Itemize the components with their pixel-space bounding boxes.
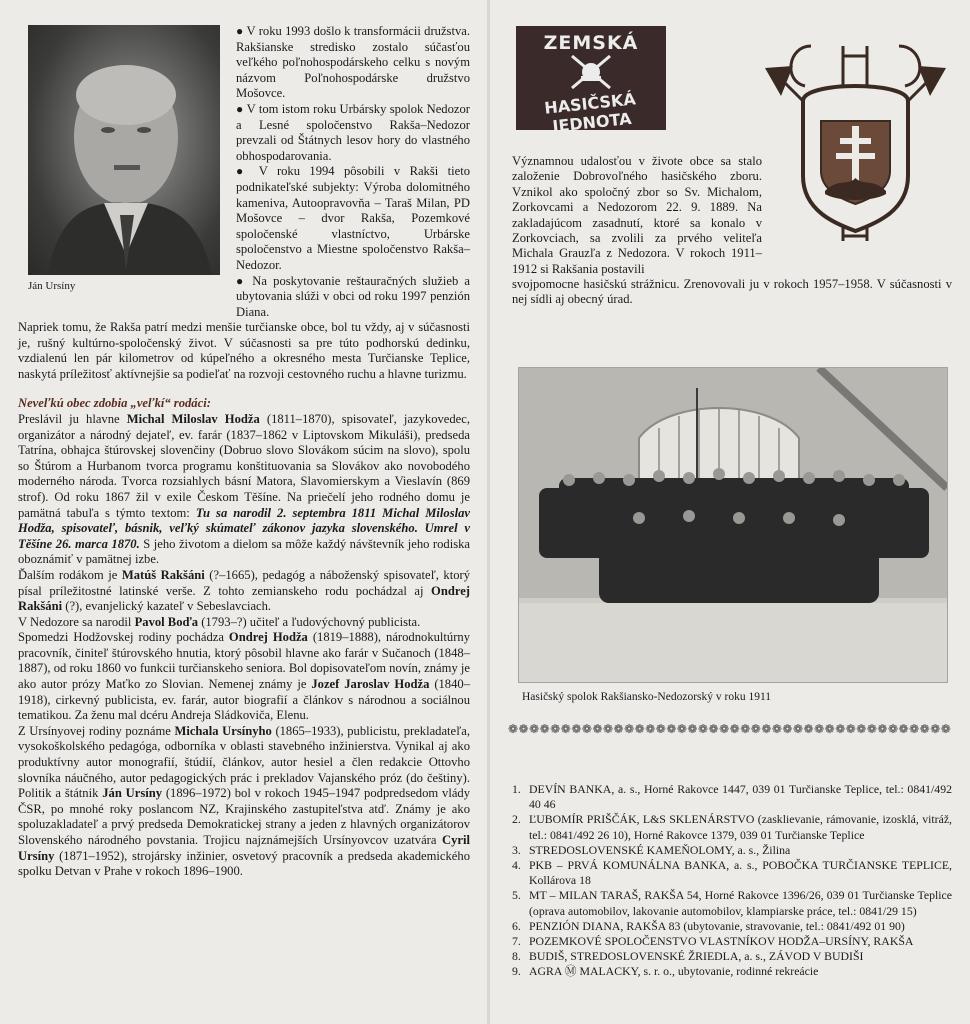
sponsor-list xyxy=(512,782,952,980)
list-item: 8. BUDIŠ, STREDOSLOVENSKÉ ŽRIEDLA, a. s., ZÁVOD V BUDIŠI xyxy=(512,949,864,964)
list-item: 7. POZEMKOVÉ SPOLOČENSTVO VLASTNÍKOV HODŽA–URSÍNY, RAKŠA xyxy=(512,934,914,949)
list-item: 3. STREDOSLOVENSKÉ KAMEŇOLOMY, a. s., Žilina xyxy=(512,842,791,857)
hodza-family-paragraph: Spomedzi Hodžovskej rodiny pochádza Ondrej Hodža (1819–1888), národnokultúrny pracovník, činiteľ štúrovského hnutia, ktorý pôsobil hlavne ako farár v Sučanoch (1848–1887), od roku 1860 vo funkcii turčianskeho seniora. Bol dopisovateľom novín, známy je ako autor prózy Maťko zo Slovian. Nemenej známy je Jozef Jaroslav Hodža (1840–1918), cirkevný publicista, ev. farár, autor biografií a článkov s národnou a sociálnou tematikou. Za ženu mal dcéru Andreja Sládkoviča, Elenu. xyxy=(18,630,470,723)
ornament-divider: ❁❁❁❁❁❁❁❁❁❁❁❁❁❁❁❁❁❁❁❁❁❁❁❁❁❁❁❁❁❁❁❁❁❁❁❁❁❁❁❁❁❁ xyxy=(508,722,952,736)
notables-heading: Neveľkú obec zdobia „veľkí“ rodáci: xyxy=(18,396,211,411)
emblem-top-text: ZEMSKÁ xyxy=(543,32,639,54)
hodza-paragraph: Preslávil ju hlavne Michal Miloslav Hodža (1811–1870), spisovateľ, jazykovedec, organizátor a národný dejateľ, ev. farár (1837–1862 v Liptovskom Mikuláši), predseda Tatrína, obhajca štúrovskej slovenčiny (Dobruo slovo Slovákom súcim na slovo), spolu so Štúrom a Hurbanom tvorca programu konštituovania sa Slovákov ako novobodého moderného národa. Tvorca rozsiahlych básní Matora, Slavomierskym a Vieslavín (869 strof). Od roku 1867 žil v exile Českom Těšíne. Na priečelí jeho rodného domu je pamätná tabuľa s týmto textom: Tu sa narodil 2. septembra 1811 Michal Miloslav Hodža, spisovateľ, básnik, veľký skúmateľ zákonov jazyka slovenského. Umrel v Těšíne 26. marca 1870. S jeho životom a dielom sa môže každý návštevník jeho rodiska oboznámiť v pamätnej izbe. xyxy=(18,411,471,567)
crossed-axes-helmet-icon xyxy=(566,52,616,92)
page-fold xyxy=(487,0,490,1024)
bullet-icon: ● xyxy=(236,101,247,116)
fire-brigade-crest-icon xyxy=(763,26,948,256)
bullet-icon: ● xyxy=(236,164,259,179)
list-item: 5. MT – MILAN TARAŠ, RAKŠA 54, Horné Rakovce 1396/26, 039 01 Turčianske Teplice (oprava automobilov, lakovanie automobilov, klampiarske práce, tel.: 0841/29 15) xyxy=(512,888,952,918)
bullet-item: ● V roku 1994 pôsobili v Rakši tieto podnikateľské subjekty: Výroba dolomitného kameniva, Autoopravovňa – Taraš Milan, PD Mošovce – dvor Rakša, Pozemkové spoločenské vlastníctvo, Urbárske spoločenstvo a Miestne spoločenstvo Rakša–Nedozor. xyxy=(236,164,471,272)
bullet-list xyxy=(236,24,470,320)
raksani-paragraph: Ďalším rodákom je Matúš Rakšáni (?–1665), pedagóg a náboženský spisovateľ, ktorý písal príležitostné latinské verše. Z tohto zemianskeho rodu pochádzal aj Ondrej Rakšáni (?), evanjelický kazateľ v Sebeslavciach. xyxy=(18,567,470,614)
emblem-bottom-text: HASIČSKÁ JEDNOTA xyxy=(543,89,637,137)
plaque-text: Tu sa narodil 2. septembra 1811 Michal Miloslav Hodža, spisovateľ, básnik, veľký skúmateľ zákonov jazyka slovenského. Umrel v Těšíne 26. marca 1870. xyxy=(18,505,470,551)
portrait-caption: Ján Ursíny xyxy=(28,280,76,292)
list-item: 2. ĽUBOMÍR PRIŠČÁK, L&S SKLENÁRSTVO (zasklievanie, rámovanie, izosklá, vitráž, tel.: 0841/492 26 10), Horné Rakovce 1379, 039 01 Turčianske Teplice xyxy=(512,812,952,842)
boda-paragraph: V Nedozore sa narodil Pavol Boďa (1793–?) učiteľ a ľudovýchovný publicista. xyxy=(18,614,421,629)
bullet-icon: ● xyxy=(236,273,253,288)
portrait-photo xyxy=(28,25,220,275)
list-item: 4. PKB – PRVÁ KOMUNÁLNA BANKA, a. s., POBOČKA TURČIANSKE TEPLICE, Kollárova 18 xyxy=(512,858,952,888)
bullet-item: ● Na poskytovanie reštauračných služieb a ubytovania slúži v obci od roku 1997 penzión Diana. xyxy=(236,273,471,319)
fire-brigade-group-photo xyxy=(518,367,948,683)
ursiny-paragraph: Z Ursínyovej rodiny poznáme Michala Ursínyho (1865–1933), publicistu, prekladateľa, vysokoškolského pedagóga, odborníka v oblasti stavebného inžinierstva. Vynikal aj ako produktívny autor monografií, štúdií, článkov, autor hesiel a člen redakcie Ottovho slovníka náučného, autor pedagogických prác i prekladov Vajanského próz (do češtiny). Politik a štátnik Ján Ursíny (1896–1972) bol v rokoch 1945–1947 podpredsedom vlády ČSR, po mnohé roky poslancom NZ, Krajinského zastupiteľstva atď. Známy je ako spoluzakladateľ a prvý predseda Demokratickej strany a jeden z hlavných organizátorov Slovenského národného povstania. Trojicu najznámejších Ursínyovcov uzatvára Cyril Ursíny (1871–1952), strojársky inžinier, osvetový pracovník a predseda akademického spolku Detvan v Prahe v rokoch 1896–1900. xyxy=(18,723,470,879)
bullet-item: ● V roku 1993 došlo k transformácii družstva. Rakšianske stredisko zostalo súčasťou veľkého poľnohospodárskeho celku s novým názvom Poľnohospodárske družstvo Mošovce. xyxy=(236,24,470,101)
list-item: 6. PENZIÓN DIANA, RAKŠA 83 (ubytovanie, stravovanie, tel.: 0841/492 01 90) xyxy=(512,918,905,933)
list-item: 1. DEVÍN BANKA, a. s., Horné Rakovce 1447, 039 01 Turčianske Teplice, tel.: 0841/492 40 46 xyxy=(512,782,952,812)
bullet-item: ● V tom istom roku Urbársky spolok Nedozor a Lesné spoločenstvo Rakša–Nedozor prevzali od Štátnych lesov hory do vlastného obhospodarovania. xyxy=(236,101,470,163)
fire-brigade-emblem xyxy=(516,26,666,137)
bullet-icon: ● xyxy=(236,24,247,38)
photo-caption: Hasičský spolok Rakšiansko-Nedozorský v roku 1911 xyxy=(522,691,772,703)
notables-text xyxy=(18,320,470,880)
list-item: 9. AGRA Ⓜ MALACKY, s. r. o., ubytovanie, rodinné rekreácie xyxy=(512,964,819,979)
history-text-narrow: Významnou udalosťou v živote obce sa stalo založenie Dobrovoľného hasičského zboru. Vznikol ako spoločný zbor so Sv. Michalom, Zorkovcami a Nedozorom 22. 9. 1889. Na zakladajúcom zasadnutí, ktoré sa konalo v Zorkovciach, sa zvolili za prvého veliteľa Michala Grauzľa z Nedozora. V rokoch 1911–1912 si Rakšania postavili xyxy=(512,154,762,276)
intro-paragraph: Napriek tomu, že Rakša patrí medzi menšie turčianske obce, bol tu vždy, aj v súčasnosti je, rušný kultúrno-spoločenský život. V súčasnosti sa pre túto podhorskú dedinku, vzdialenú len pár kilometrov od kúpeľného a okresného mesta Turčianske Teplice, naskytá príležitosť aktívnejšie sa podieľať na rozvoji cestovného ruchu a hlavne turizmu. xyxy=(18,320,470,381)
history-text-wide: svojpomocne hasičskú strážnicu. Zrenovovali ju v rokoch 1957–1958. V súčasnosti v nej sídli aj obecný úrad. xyxy=(512,277,952,307)
